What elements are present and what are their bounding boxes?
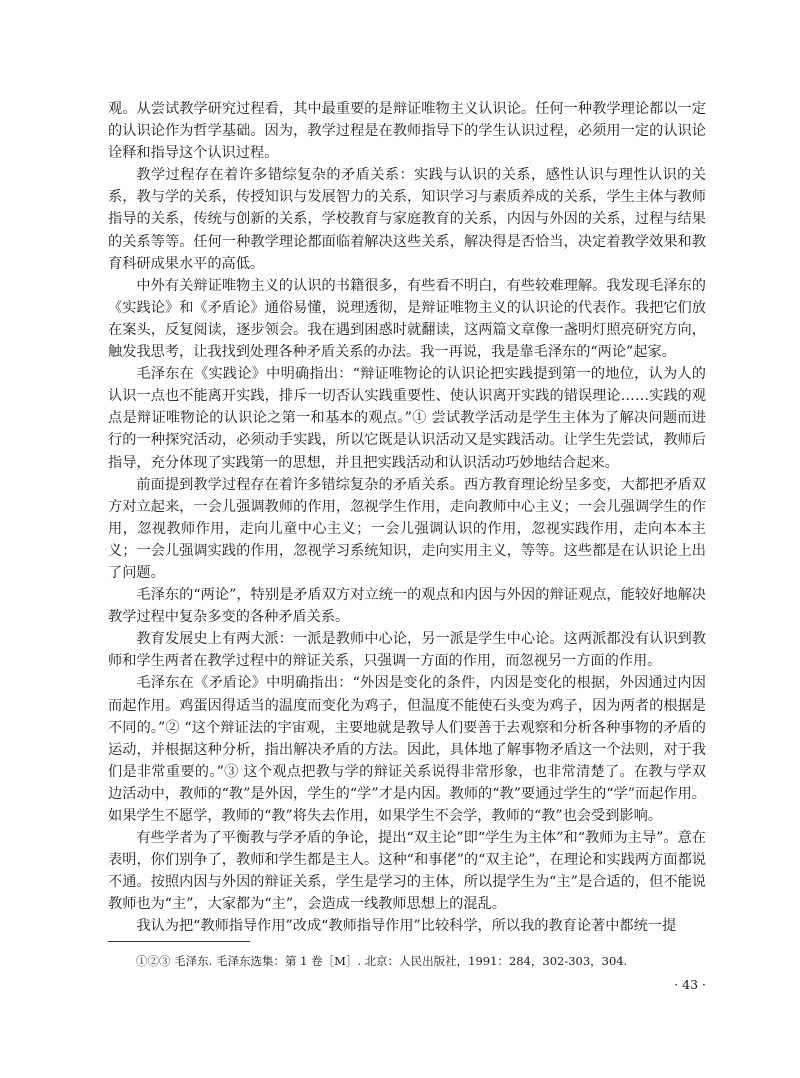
paragraph: 中外有关辩证唯物主义的认识的书籍很多，有些看不明白，有些较难理解。我发现毛泽东的《实践论》和《矛盾论》通俗易懂，说理透彻，是辩证唯物主义的认识论的代表作。我把它们放在案头，反复阅读，逐步领会。我在遇到困惑时就翻读，这两篇文章像一盏明灯照亮研究方向，触发我思考，让我找到处理各种矛盾关系的办法。我一再说，我是靠毛泽东的“两论”起家。 bbox=[108, 277, 706, 361]
paragraph: 前面提到教学过程存在着许多错综复杂的矛盾关系。西方教育理论纷呈多变，大都把矛盾双方对立起来，一会儿强调教师的作用，忽视学生作用，走向教师中心主义；一会儿强调学生的作用，忽视教师作用，走向儿童中心主义；一会儿强调认识的作用，忽视实践作用，走向本本主义；一会儿强调实践的作用，忽视学习系统知识，走向实用主义，等等。这些都是在认识论上出了问题。 bbox=[108, 476, 706, 581]
footnote: ①②③ 毛泽东. 毛泽东选集：第 1 卷［M］. 北京：人民出版社，1991：284，302-303，304. bbox=[136, 954, 628, 968]
paragraph-continuation: 观。从尝试教学研究过程看，其中最重要的是辩证唯物主义认识论。任何一种教学理论都以一定的认识论作为哲学基础。因为，教学过程是在教师指导下的学生认识过程，必须用一定的认识论诠释和指导这个认识过程。 bbox=[108, 101, 706, 162]
paragraph: 毛泽东的“两论”，特别是矛盾双方对立统一的观点和内因与外因的辩证观点，能较好地解决教学过程中复杂多变的各种矛盾关系。 bbox=[108, 587, 706, 626]
paragraph: 毛泽东在《实践论》中明确指出：“辩证唯物论的认识论把实践提到第一的地位，认为人的认识一点也不能离开实践，排斥一切否认实践重要性、使认识离开实践的错误理论……实践的观点是辩证唯物论的认识论之第一和基本的观点。”① 尝试教学活动是学生主体为了解决问题而进行的一种探究活动，必须动手实践，所以它既是认识活动又是实践活动。让学生先尝试，教师后指导，充分体现了实践第一的思想，并且把实践活动和认识活动巧妙地结合起来。 bbox=[108, 366, 706, 471]
paragraph: 教学过程存在着许多错综复杂的矛盾关系：实践与认识的关系，感性认识与理性认识的关系，教与学的关系，传授知识与发展智力的关系，知识学习与素质养成的关系，学生主体与教师指导的关系，传统与创新的关系，学校教育与家庭教育的关系，内因与外因的关系，过程与结果的关系等等。任何一种教学理论都面临着解决这些关系，解决得是否恰当，决定着教学效果和教育科研成果水平的高低。 bbox=[108, 167, 706, 272]
page-number: · 43 · bbox=[674, 977, 706, 992]
footnote-divider bbox=[108, 941, 250, 942]
body-text bbox=[108, 98, 706, 938]
paragraph: 教育发展史上有两大派：一派是教师中心论，另一派是学生中心论。这两派都没有认识到教师和学生两者在教学过程中的辩证关系，只强调一方面的作用，而忽视另一方面的作用。 bbox=[108, 631, 706, 670]
paragraph: 有些学者为了平衡教与学矛盾的争论，提出“双主论”即“学生为主体”和“教师为主导”。意在表明，你们别争了，教师和学生都是主人。这种“和事佬”的“双主论”，在理论和实践两方面都说不通。按照内因与外因的辩证关系，学生是学习的主体，所以提学生为“主”是合适的，但不能说教师也为“主”，大家都为“主”，会造成一线教师思想上的混乱。 bbox=[108, 830, 706, 913]
paragraph: 毛泽东在《矛盾论》中明确指出：“外因是变化的条件，内因是变化的根据，外因通过内因而起作用。鸡蛋因得适当的温度而变化为鸡子，但温度不能使石头变为鸡子，因为两者的根据是不同的。”② “这个辩证法的宇宙观，主要地就是教导人们要善于去观察和分析各种事物的矛盾的运动，并根据这种分析，指出解决矛盾的方法。因此，具体地了解事物矛盾这一个法则，对于我们是非常重要的。”③ 这个观点把教与学的辩证关系说得非常形象，也非常清楚了。在教与学双边活动中，教师的“教”是外因，学生的“学”才是内因。教师的“教”要通过学生的“学”而起作用。如果学生不愿学，教师的“教”将失去作用，如果学生不会学，教师的“教”也会受到影响。 bbox=[108, 675, 706, 824]
paragraph: 我认为把“教师指导作用”改成“教师指导作用”比较科学，所以我的教育论著中都统一提 bbox=[136, 918, 677, 935]
